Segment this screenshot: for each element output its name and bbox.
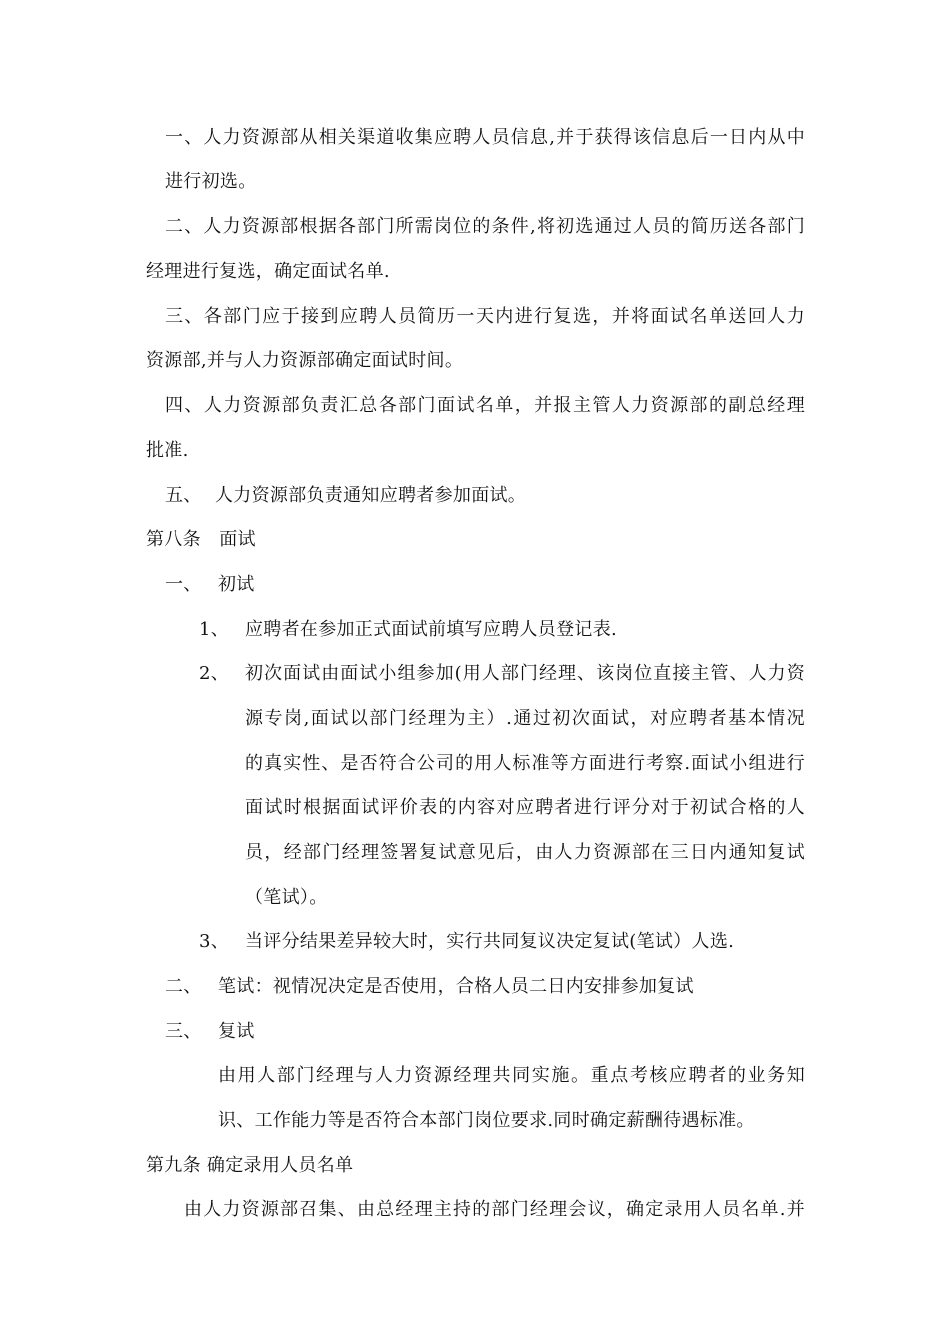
sub3-title: 复试 xyxy=(218,1021,255,1042)
sub1-item-3-number: 3、 xyxy=(199,931,230,952)
article-9-text: 由人力资源部召集、由总经理主持的部门经理会议，确定录用人员名单.并 xyxy=(184,1199,805,1220)
item-2-line-2: 经理进行复选，确定面试名单. xyxy=(146,261,390,282)
article-8-heading: 第八条 面试 xyxy=(146,529,256,550)
sub2-text: 笔试：视情况决定是否使用，合格人员二日内安排参加复试 xyxy=(218,976,694,997)
item-4-line-2: 批准. xyxy=(146,440,189,461)
sub3-line-1: 由用人部门经理与人力资源经理共同实施。重点考核应聘者的业务知 xyxy=(218,1065,805,1086)
item-3-line-1: 三、各部门应于接到应聘人员简历一天内进行复选，并将面试名单送回人力 xyxy=(165,306,805,327)
item-5-number: 五、 xyxy=(165,485,202,506)
sub1-item-3-text: 当评分结果差异较大时，实行共同复议决定复试(笔试）人选. xyxy=(245,931,735,952)
item-1-line-2: 进行初选。 xyxy=(165,171,257,192)
sub1-item-2-line-6: （笔试）。 xyxy=(245,887,328,908)
sub1-item-2-number: 2、 xyxy=(199,663,230,684)
sub1-item-2-line-1: 初次面试由面试小组参加(用人部门经理、该岗位直接主管、人力资 xyxy=(245,663,805,684)
sub3-line-2: 识、工作能力等是否符合本部门岗位要求.同时确定薪酬待遇标准。 xyxy=(218,1110,755,1131)
item-3-line-2: 资源部,并与人力资源部确定面试时间。 xyxy=(146,350,464,371)
sub1-item-1-number: 1、 xyxy=(199,619,230,640)
sub1-item-2-line-5: 员，经部门经理签署复试意见后，由人力资源部在三日内通知复试 xyxy=(245,842,805,863)
sub1-item-2-line-2: 源专岗,面试以部门经理为主）.通过初次面试，对应聘者基本情况 xyxy=(245,708,805,729)
sub3-number: 三、 xyxy=(165,1021,202,1042)
item-2-line-1: 二、人力资源部根据各部门所需岗位的条件,将初选通过人员的简历送各部门 xyxy=(165,216,805,237)
sub1-item-2-line-4: 面试时根据面试评价表的内容对应聘者进行评分对于初试合格的人 xyxy=(245,797,805,818)
item-1-line-1: 一、人力资源部从相关渠道收集应聘人员信息,并于获得该信息后一日内从中 xyxy=(165,127,805,148)
item-4-line-1: 四、人力资源部负责汇总各部门面试名单，并报主管人力资源部的副总经理 xyxy=(165,395,805,416)
sub2-number: 二、 xyxy=(165,976,202,997)
sub1-title: 初试 xyxy=(218,574,255,595)
sub1-item-2-line-3: 的真实性、是否符合公司的用人标准等方面进行考察.面试小组进行 xyxy=(245,753,805,774)
article-9-heading: 第九条 确定录用人员名单 xyxy=(146,1155,354,1176)
item-5-text: 人力资源部负责通知应聘者参加面试。 xyxy=(215,485,527,506)
sub1-item-1-text: 应聘者在参加正式面试前填写应聘人员登记表. xyxy=(245,619,618,640)
sub1-number: 一、 xyxy=(165,574,202,595)
